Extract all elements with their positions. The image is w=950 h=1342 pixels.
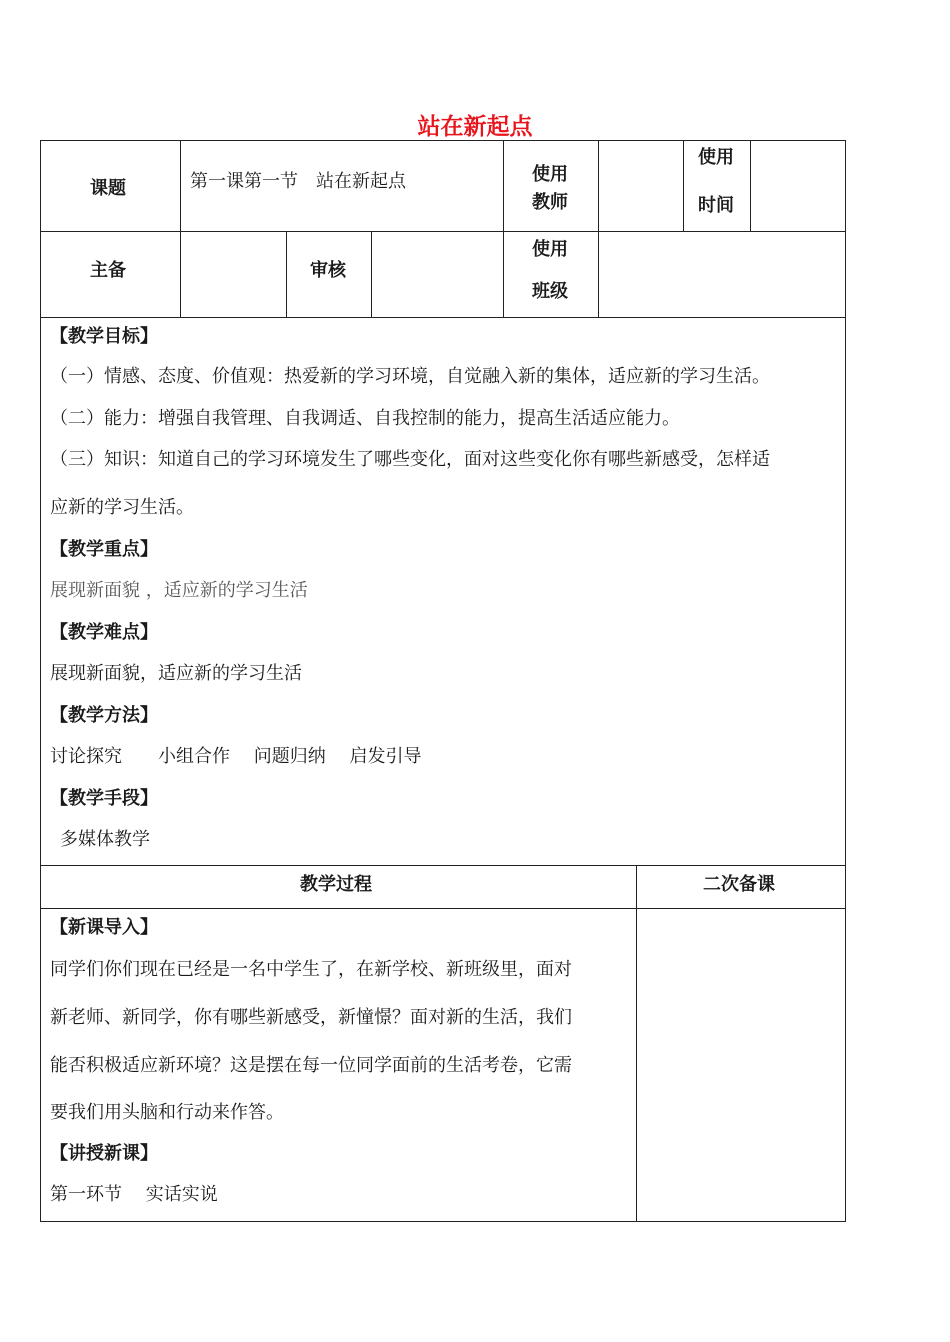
- divider: [750, 140, 751, 231]
- divider: [180, 140, 181, 317]
- goal-item: （三）知识：知道自己的学习环境发生了哪些变化，面对这些变化你有哪些新感受，怎样适: [50, 449, 770, 470]
- divider: [683, 140, 684, 231]
- topic-value: 第一课第一节 站在新起点: [190, 171, 406, 192]
- method-text: 讨论探究 小组合作 问题归纳 启发引导: [50, 746, 422, 767]
- lecture-heading: 【讲授新课】: [50, 1143, 158, 1164]
- key-heading: 【教学重点】: [50, 539, 158, 560]
- main-label: 主备: [90, 260, 126, 281]
- goal-item: （二）能力：增强自我管理、自我调适、自我控制的能力，提高生活适应能力。: [50, 408, 680, 429]
- intro-paragraph: 要我们用头脑和行动来作答。: [50, 1102, 284, 1123]
- divider: [598, 140, 599, 317]
- document-title: 站在新起点: [417, 114, 533, 140]
- difficulty-text: 展现新面貌，适应新的学习生活: [50, 663, 302, 684]
- intro-heading: 【新课导入】: [50, 917, 158, 938]
- divider: [286, 231, 287, 317]
- intro-paragraph: 同学们你们现在已经是一名中学生了，在新学校、新班级里，面对: [50, 959, 572, 980]
- divider: [503, 140, 504, 317]
- teacher-label: 教师: [532, 192, 568, 213]
- time-label: 使用: [698, 147, 734, 168]
- section-title: 第一环节 实话实说: [50, 1184, 218, 1205]
- goal-item: 应新的学习生活。: [50, 497, 194, 518]
- teacher-label: 使用: [532, 164, 568, 185]
- goal-item: （一）情感、态度、价值观：热爱新的学习环境，自觉融入新的集体，适应新的学习生活。: [50, 366, 770, 387]
- means-heading: 【教学手段】: [50, 788, 158, 809]
- means-text: 多媒体教学: [60, 829, 150, 850]
- method-heading: 【教学方法】: [50, 705, 158, 726]
- divider: [40, 231, 846, 232]
- divider: [371, 231, 372, 317]
- class-label: 班级: [532, 281, 568, 302]
- process-header: 教学过程: [300, 874, 372, 895]
- time-label: 时间: [698, 195, 734, 216]
- divider: [40, 908, 846, 909]
- intro-paragraph: 新老师、新同学，你有哪些新感受，新憧憬？面对新的生活，我们: [50, 1007, 572, 1028]
- divider: [40, 865, 846, 866]
- topic-label: 课题: [90, 178, 126, 199]
- second-prep-header: 二次备课: [703, 874, 775, 895]
- difficulty-heading: 【教学难点】: [50, 622, 158, 643]
- divider: [636, 865, 637, 1222]
- goals-heading: 【教学目标】: [50, 326, 158, 347]
- class-label: 使用: [532, 239, 568, 260]
- divider: [40, 317, 846, 318]
- review-label: 审核: [310, 260, 346, 281]
- key-text: 展现新面貌 ，适应新的学习生活: [50, 580, 308, 601]
- intro-paragraph: 能否积极适应新环境？这是摆在每一位同学面前的生活考卷，它需: [50, 1055, 572, 1076]
